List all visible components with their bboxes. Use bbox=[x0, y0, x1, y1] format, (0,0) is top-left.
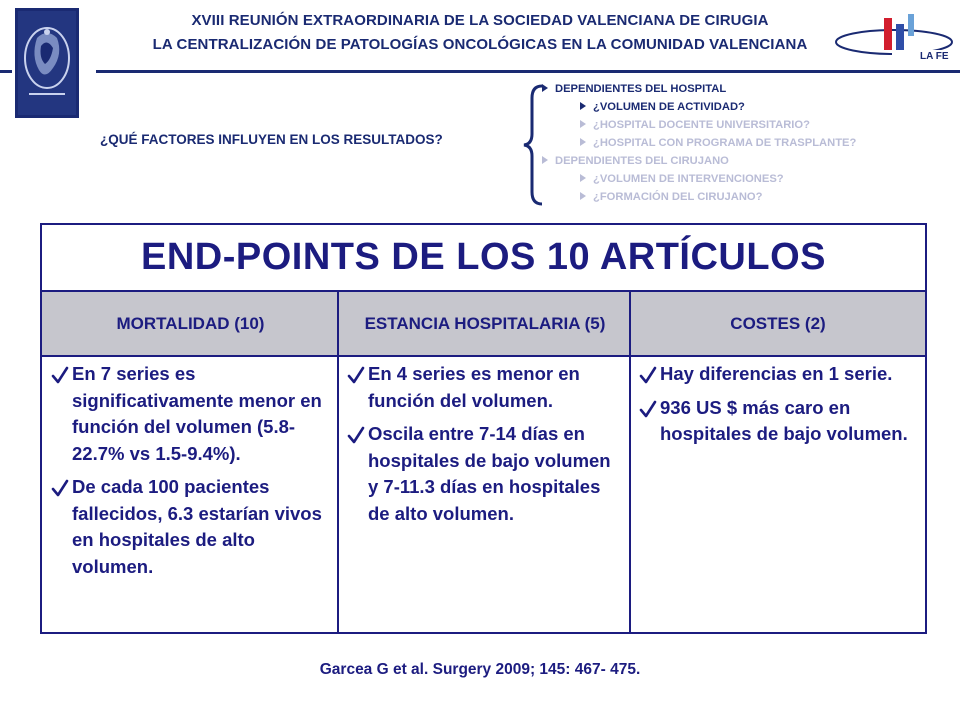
checkmark-icon bbox=[347, 365, 365, 385]
la-fe-hospital-logo bbox=[832, 12, 956, 62]
header-line-2: LA CENTRALIZACIÓN DE PATOLOGÍAS ONCOLÓGICAS EN LA COMUNIDAD VALENCIANA bbox=[152, 36, 808, 53]
endpoints-table bbox=[40, 223, 927, 634]
factor-programa-trasplante bbox=[540, 134, 950, 152]
list-item bbox=[639, 361, 909, 388]
factor-label: ¿HOSPITAL CON PROGRAMA DE TRASPLANTE? bbox=[593, 137, 857, 149]
arrow-bullet-icon bbox=[580, 120, 586, 128]
bullet-text: Hay diferencias en 1 serie. bbox=[660, 363, 893, 384]
factor-label: ¿FORMACIÓN DEL CIRUJANO? bbox=[593, 191, 763, 203]
arrow-bullet-icon bbox=[580, 102, 586, 110]
column-divider bbox=[629, 292, 631, 632]
bullet-text: De cada 100 pacientes fallecidos, 6.3 estarían vivos en hospitales de alto volumen. bbox=[72, 476, 322, 577]
checkmark-icon bbox=[51, 478, 69, 498]
checkmark-icon bbox=[639, 365, 657, 385]
bullet-text: En 4 series es menor en función del volumen. bbox=[368, 363, 580, 411]
bullet-text: 936 US $ más caro en hospitales de bajo volumen. bbox=[660, 396, 908, 444]
checkmark-icon bbox=[347, 425, 365, 445]
list-item bbox=[347, 361, 623, 414]
factor-label: DEPENDIENTES DEL HOSPITAL bbox=[555, 83, 727, 95]
arrow-bullet-icon bbox=[580, 174, 586, 182]
factor-label: ¿HOSPITAL DOCENTE UNIVERSITARIO? bbox=[593, 119, 810, 131]
column-header-costes: COSTES (2) bbox=[730, 314, 826, 333]
list-item bbox=[51, 361, 329, 467]
column-body-costes bbox=[639, 361, 909, 455]
checkmark-icon bbox=[639, 399, 657, 419]
header-rule bbox=[96, 70, 960, 73]
column-header-mortalidad: MORTALIDAD (10) bbox=[116, 314, 265, 333]
factor-hospital bbox=[540, 80, 950, 98]
bullet-text: En 7 series es significativamente menor en función del volumen (5.8-22.7% vs 1.5-9.4%). bbox=[72, 363, 322, 464]
table-title: END-POINTS DE LOS 10 ARTÍCULOS bbox=[42, 225, 925, 292]
la-fe-logo-text: LA FE bbox=[920, 51, 949, 62]
list-item bbox=[347, 421, 623, 527]
factors-list bbox=[540, 80, 950, 206]
citation: Garcea G et al. Surgery 2009; 145: 467- 475. bbox=[319, 661, 641, 678]
column-header-estancia: ESTANCIA HOSPITALARIA (5) bbox=[364, 314, 606, 333]
arrow-bullet-icon bbox=[542, 156, 548, 164]
factor-cirujano bbox=[540, 152, 950, 170]
factor-label: ¿VOLUMEN DE ACTIVIDAD? bbox=[593, 101, 745, 113]
factors-question: ¿QUÉ FACTORES INFLUYEN EN LOS RESULTADOS? bbox=[100, 132, 443, 147]
arrow-bullet-icon bbox=[580, 138, 586, 146]
column-body-mortalidad bbox=[51, 361, 329, 587]
column-body-estancia bbox=[347, 361, 623, 534]
factor-label: DEPENDIENTES DEL CIRUJANO bbox=[555, 155, 729, 167]
arrow-bullet-icon bbox=[542, 84, 548, 92]
column-divider bbox=[337, 292, 339, 632]
factor-label: ¿VOLUMEN DE INTERVENCIONES? bbox=[593, 173, 784, 185]
arrow-bullet-icon bbox=[580, 192, 586, 200]
factor-volumen-actividad bbox=[540, 98, 950, 116]
header-line-1: XVIII REUNIÓN EXTRAORDINARIA DE LA SOCIEDAD VALENCIANA DE CIRUGIA bbox=[191, 12, 769, 29]
table-header-row bbox=[42, 292, 925, 357]
factor-volumen-intervenciones bbox=[540, 170, 950, 188]
checkmark-icon bbox=[51, 365, 69, 385]
list-item bbox=[639, 395, 909, 448]
list-item bbox=[51, 474, 329, 580]
header-rule-left bbox=[0, 70, 12, 73]
bullet-text: Oscila entre 7-14 días en hospitales de bajo volumen y 7-11.3 días en hospitales de alto volumen. bbox=[368, 423, 611, 524]
factor-formacion-cirujano bbox=[540, 188, 950, 206]
factor-hospital-docente bbox=[540, 116, 950, 134]
